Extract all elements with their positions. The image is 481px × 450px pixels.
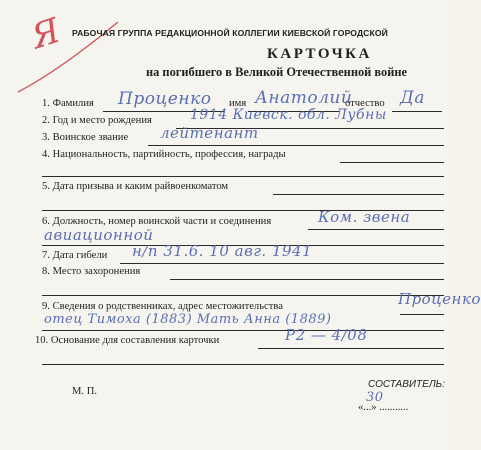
field-relatives-value: Проценко xyxy=(398,290,481,308)
field-surname-value: Проценко xyxy=(118,89,212,109)
field-name-value: Анатолий xyxy=(255,88,353,108)
field-conscription-label: 5. Дата призыва и каким райвоенкоматом xyxy=(42,181,229,192)
field-surname-label: 1. Фамилия xyxy=(42,98,94,109)
field-basis-value: Р2 — 4/08 xyxy=(285,326,368,344)
field-position-value: Ком. звена xyxy=(318,208,411,226)
field-rank-label: 3. Воинское звание xyxy=(42,132,129,143)
margin-mark: Я xyxy=(26,10,65,58)
field-nationality-line-2 xyxy=(42,176,444,177)
field-basis-line-2 xyxy=(42,364,444,365)
field-nationality-line xyxy=(340,162,444,163)
field-position-label: 6. Должность, номер воинской части и соединения xyxy=(42,216,272,227)
field-rank-line xyxy=(148,145,444,146)
field-basis-line xyxy=(258,348,444,349)
field-relatives-label: 9. Сведения о родственниках, адрес местожительства xyxy=(42,301,283,312)
compiler-label: СОСТАВИТЕЛЬ: xyxy=(368,379,445,390)
field-death-line xyxy=(120,263,444,264)
field-relatives-value-2: отец Тимоха (1883) Мать Анна (1889) xyxy=(44,312,332,327)
field-burial-line xyxy=(170,279,444,280)
card-subtitle: на погибшего в Великой Отечественной войне xyxy=(146,65,407,79)
field-patronymic-label: отчество xyxy=(345,98,385,109)
field-basis-label: 10. Основание для составления карточки xyxy=(35,335,220,346)
field-birth-value: 1914 Киевск. обл. Лубны xyxy=(190,107,387,123)
field-burial-line-2 xyxy=(42,295,444,296)
field-nationality-label: 4. Национальность, партийность, профессия, награды xyxy=(42,149,286,160)
header-org: РАБОЧАЯ ГРУППА РЕДАКЦИОННОЙ КОЛЛЕГИИ КИЕВСКОЙ ГОРОДСКОЙ xyxy=(72,28,388,38)
field-name-label: имя xyxy=(229,98,247,109)
field-burial-label: 8. Место захоронения xyxy=(42,266,141,277)
field-position-line xyxy=(308,229,444,230)
field-death-label: 7. Дата гибели xyxy=(42,250,108,261)
field-death-value: н/п 31.6. 10 авг. 1941 xyxy=(132,242,313,260)
field-relatives-line-2 xyxy=(42,330,444,331)
field-birth-label: 2. Год и место рождения xyxy=(42,115,152,126)
field-patronymic-line xyxy=(392,111,442,112)
date-day: 30 xyxy=(366,390,384,405)
field-patronymic-value: Да xyxy=(400,88,425,108)
field-position-value-2: авиационной xyxy=(44,226,154,244)
card-title: КАРТОЧКА xyxy=(267,46,372,62)
field-rank-value: лейтенант xyxy=(160,124,259,142)
field-conscription-line xyxy=(273,194,444,195)
field-relatives-line xyxy=(400,314,444,315)
stamp-place: М. П. xyxy=(72,386,98,397)
date-line: «...» ........... xyxy=(358,402,409,413)
